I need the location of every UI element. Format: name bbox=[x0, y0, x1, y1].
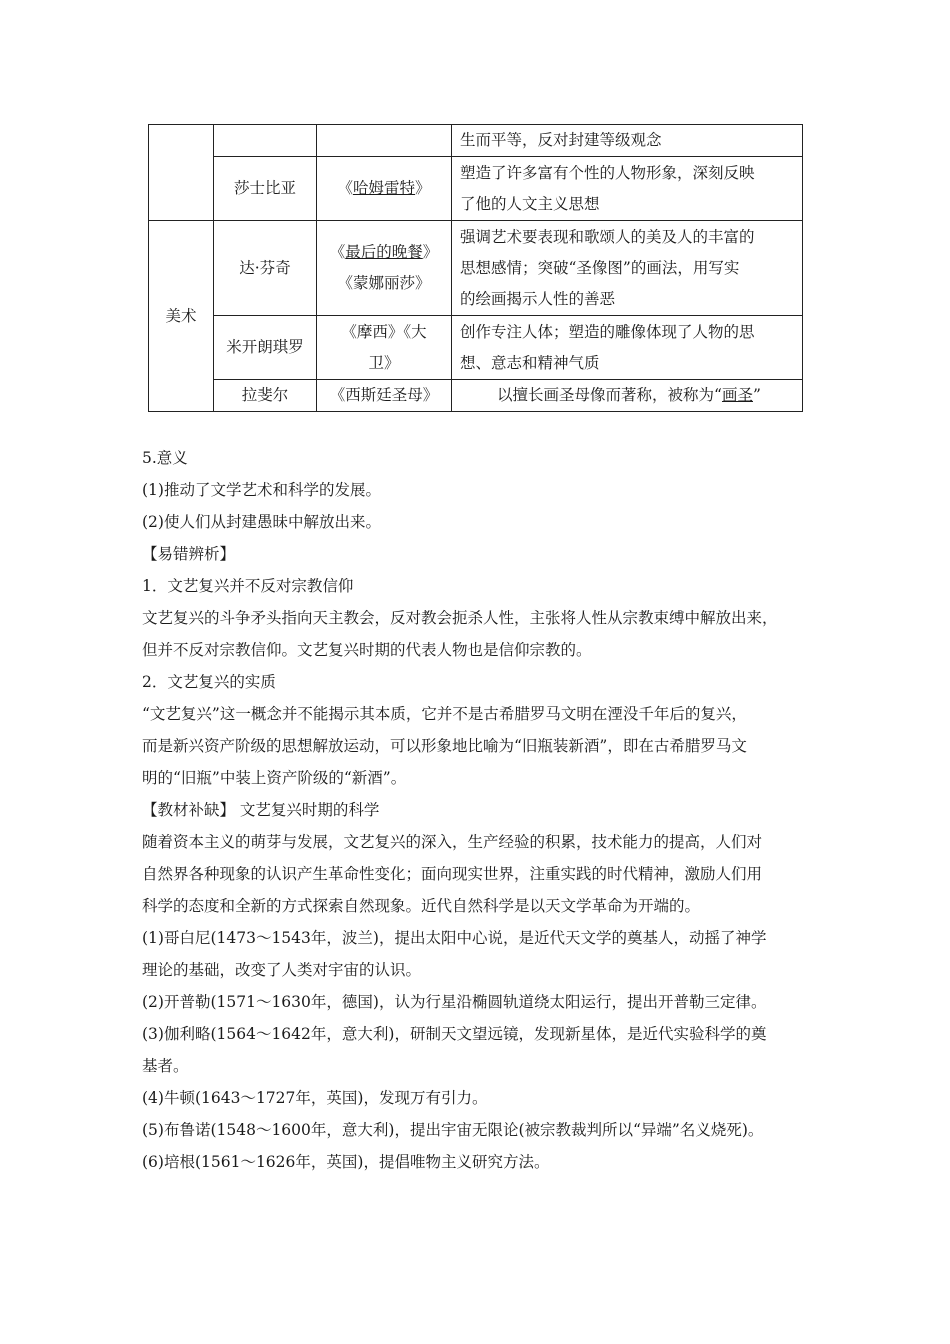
table-row bbox=[149, 125, 803, 157]
paragraph-line: “文艺复兴”这一概念并不能揭示其本质，它并不是古希腊罗马文明在湮没千年后的复兴， bbox=[142, 705, 747, 723]
paragraph-line: 但并不反对宗教信仰。文艺复兴时期的代表人物也是信仰宗教的。 bbox=[142, 641, 592, 659]
renaissance-table bbox=[148, 124, 803, 412]
works-cell bbox=[317, 316, 452, 380]
desc-text: 以擅长画圣母像而著称，被称为“ bbox=[497, 386, 722, 404]
desc-cell bbox=[452, 380, 803, 412]
works-cell bbox=[317, 221, 452, 316]
person-cell: 达·芬奇 bbox=[214, 221, 317, 316]
work-bracket: 》 bbox=[415, 179, 431, 197]
work-line bbox=[317, 237, 451, 268]
works-cell: 《西斯廷圣母》 bbox=[317, 380, 452, 412]
category-cell bbox=[149, 125, 214, 221]
paragraph-line: (1)推动了文学艺术和科学的发展。 bbox=[142, 481, 381, 499]
desc-line: 强调艺术要表现和歌颂人的美及人的丰富的 bbox=[460, 227, 755, 246]
paragraph-line: 自然界各种现象的认识产生革命性变化；面向现实世界，注重实践的时代精神，激励人们用 bbox=[142, 865, 763, 883]
table-row bbox=[149, 221, 803, 316]
paragraph-line: (2)使人们从封建愚昧中解放出来。 bbox=[142, 513, 381, 531]
paragraph-line: 而是新兴资产阶级的思想解放运动，可以形象地比喻为“旧瓶装新酒”，即在古希腊罗马文 bbox=[142, 737, 747, 755]
paragraph-line: 科学的态度和全新的方式探索自然现象。近代自然科学是以天文学革命为开端的。 bbox=[142, 897, 701, 915]
work-bracket: 》 bbox=[422, 243, 439, 261]
desc-line: 创作专注人体；塑造的雕像体现了人物的思 bbox=[460, 322, 755, 341]
paragraph-line: 明的“旧瓶”中装上资产阶级的“新酒”。 bbox=[142, 769, 407, 787]
desc-cell bbox=[452, 316, 803, 380]
work-title: 最后的晚餐 bbox=[345, 243, 423, 261]
category-cell: 美术 bbox=[149, 221, 214, 412]
subheading: 2．文艺复兴的实质 bbox=[142, 673, 276, 691]
desc-line: 塑造了许多富有个性的人物形象，深刻反映 bbox=[460, 163, 755, 182]
desc-line: 想、意志和精神气质 bbox=[460, 353, 600, 372]
paragraph-line: (6)培根(1561～1626年，英国)，提倡唯物主义研究方法。 bbox=[142, 1153, 550, 1171]
work-line: 《蒙娜丽莎》 bbox=[337, 274, 431, 292]
desc-text: ” bbox=[753, 386, 761, 404]
work-bracket: 《 bbox=[329, 243, 346, 261]
paragraph-line: (4)牛顿(1643～1727年，英国)，发现万有引力。 bbox=[142, 1089, 488, 1107]
table-row bbox=[149, 316, 803, 380]
work-line: 《摩西》《大 bbox=[341, 322, 427, 341]
table-row bbox=[149, 380, 803, 412]
work-bracket: 《 bbox=[337, 179, 353, 197]
paragraph-line: 理论的基础，改变了人类对宇宙的认识。 bbox=[142, 961, 422, 979]
desc-line: 了他的人文主义思想 bbox=[460, 194, 600, 213]
paragraph-line: (2)开普勒(1571～1630年，德国)，认为行星沿椭圆轨道绕太阳运行，提出开普勒三定律。 bbox=[142, 993, 767, 1011]
subheading: 1．文艺复兴并不反对宗教信仰 bbox=[142, 577, 354, 595]
desc-underlined: 画圣 bbox=[721, 386, 753, 404]
person-cell bbox=[214, 125, 317, 157]
works-cell bbox=[317, 125, 452, 157]
paragraph-line: (3)伽利略(1564～1642年，意大利)，研制天文望远镜，发现新星体，是近代实验科学的奠 bbox=[142, 1025, 767, 1043]
desc-cell bbox=[452, 157, 803, 221]
desc-cell bbox=[452, 221, 803, 316]
person-cell: 拉斐尔 bbox=[214, 380, 317, 412]
works-cell bbox=[317, 157, 452, 221]
paragraph-line: 基者。 bbox=[142, 1057, 189, 1075]
paragraph-line: (1)哥白尼(1473～1543年，波兰)，提出太阳中心说，是近代天文学的奠基人，动摇了神学 bbox=[142, 929, 767, 947]
work-title: 哈姆雷特 bbox=[352, 179, 415, 197]
section-heading: 5.意义 bbox=[142, 449, 188, 467]
desc-cell: 生而平等，反对封建等级观念 bbox=[452, 125, 803, 157]
paragraph-line: 文艺复兴的斗争矛头指向天主教会，反对教会扼杀人性，主张将人性从宗教束缚中解放出来， bbox=[142, 609, 778, 627]
paragraph-line: (5)布鲁诺(1548～1600年，意大利)，提出宇宙无限论(被宗教裁判所以“异端”名义烧死)。 bbox=[142, 1121, 764, 1139]
table-row bbox=[149, 157, 803, 221]
paragraph-line: 随着资本主义的萌芽与发展，文艺复兴的深入，生产经验的积累，技术能力的提高，人们对 bbox=[142, 833, 763, 851]
desc-line: 的绘画揭示人性的善恶 bbox=[460, 289, 616, 308]
person-cell: 米开朗琪罗 bbox=[214, 316, 317, 380]
section-heading: 【易错辨析】 bbox=[142, 545, 236, 563]
section-heading: 【教材补缺】 文艺复兴时期的科学 bbox=[142, 801, 380, 819]
work-line: 卫》 bbox=[368, 353, 400, 372]
desc-line: 思想感情；突破“圣像图”的画法，用写实 bbox=[460, 258, 740, 277]
person-cell: 莎士比亚 bbox=[214, 157, 317, 221]
